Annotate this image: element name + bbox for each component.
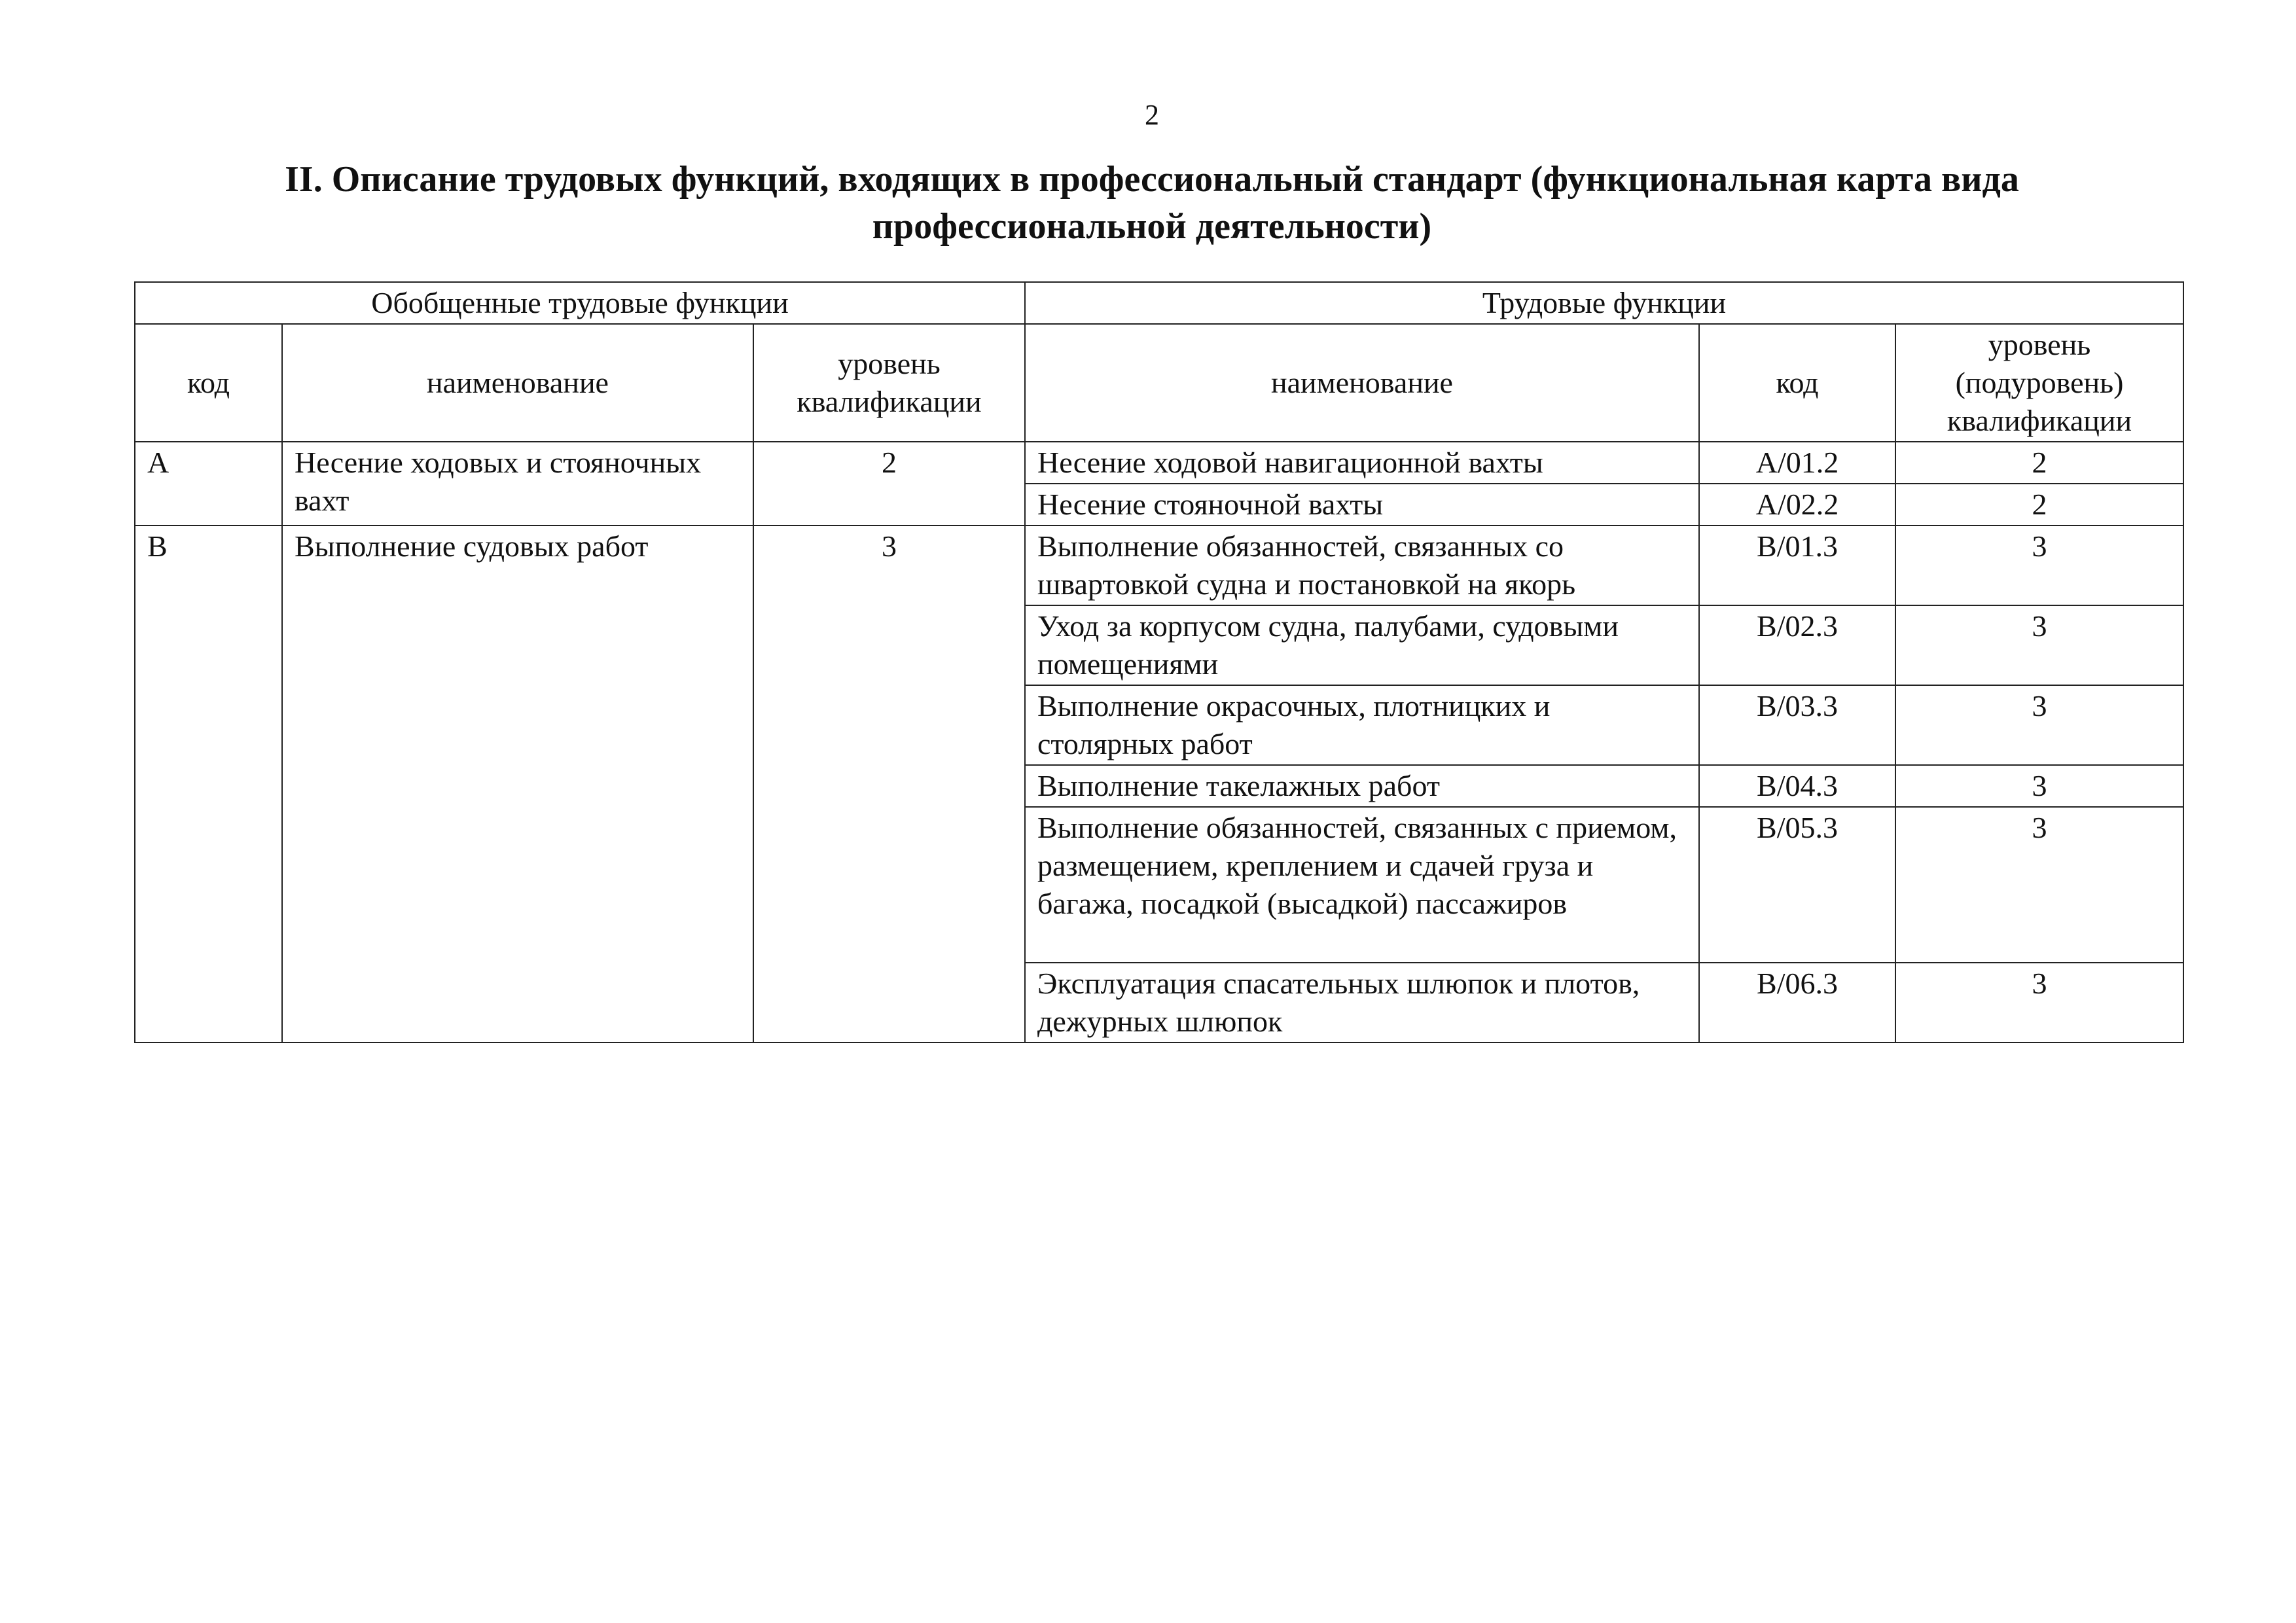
header-gen-level: уровень квалификации	[753, 324, 1025, 442]
func-name-cell: Выполнение окрасочных, плотницких и столярных работ	[1025, 685, 1699, 765]
func-code-cell: B/01.3	[1699, 526, 1895, 605]
func-level-cell: 3	[1895, 685, 2183, 765]
func-code-cell: B/06.3	[1699, 963, 1895, 1043]
header-gen-code: код	[135, 324, 282, 442]
func-code-cell: B/05.3	[1699, 807, 1895, 963]
header-labor-functions: Трудовые функции	[1025, 282, 2183, 324]
section-title	[131, 156, 2173, 250]
func-name-cell: Несение стояночной вахты	[1025, 484, 1699, 526]
page-number: 2	[1145, 99, 1159, 131]
func-level-cell: 3	[1895, 765, 2183, 807]
gen-code-cell: A	[135, 442, 282, 526]
section-title-line-2: профессиональной деятельности)	[872, 206, 1432, 247]
func-level-cell: 3	[1895, 526, 2183, 605]
gen-name-cell: Выполнение судовых работ	[282, 526, 753, 1043]
gen-level-cell: 2	[753, 442, 1025, 526]
gen-name-cell: Несение ходовых и стояночных вахт	[282, 442, 753, 526]
func-code-cell: B/04.3	[1699, 765, 1895, 807]
func-name-cell: Выполнение обязанностей, связанных с приемом, размещением, креплением и сдачей груза и багажа, посадкой (высадкой) пассажиров	[1025, 807, 1699, 963]
func-level-cell: 3	[1895, 963, 2183, 1043]
functional-map-table	[134, 281, 2184, 1043]
func-code-cell: B/02.3	[1699, 605, 1895, 685]
func-name-cell: Выполнение такелажных работ	[1025, 765, 1699, 807]
header-func-name: наименование	[1025, 324, 1699, 442]
header-generalized-functions: Обобщенные трудовые функции	[135, 282, 1025, 324]
header-func-level: уровень (подуровень) квалификации	[1895, 324, 2183, 442]
func-code-cell: A/02.2	[1699, 484, 1895, 526]
func-code-cell: B/03.3	[1699, 685, 1895, 765]
func-level-cell: 2	[1895, 484, 2183, 526]
header-func-code: код	[1699, 324, 1895, 442]
func-name-cell: Эксплуатация спасательных шлюпок и плотов, дежурных шлюпок	[1025, 963, 1699, 1043]
table-row	[135, 442, 2183, 484]
gen-code-cell: B	[135, 526, 282, 1043]
func-name-cell: Несение ходовой навигационной вахты	[1025, 442, 1699, 484]
func-level-cell: 2	[1895, 442, 2183, 484]
func-code-cell: A/01.2	[1699, 442, 1895, 484]
section-title-line-1: II. Описание трудовых функций, входящих в профессиональный стандарт (функциональная карта вида	[285, 159, 2019, 200]
func-level-cell: 3	[1895, 807, 2183, 963]
table-row	[135, 526, 2183, 605]
gen-level-cell: 3	[753, 526, 1025, 1043]
func-name-cell: Выполнение обязанностей, связанных со швартовкой судна и постановкой на якорь	[1025, 526, 1699, 605]
header-gen-name: наименование	[282, 324, 753, 442]
func-level-cell: 3	[1895, 605, 2183, 685]
func-name-cell: Уход за корпусом судна, палубами, судовыми помещениями	[1025, 605, 1699, 685]
